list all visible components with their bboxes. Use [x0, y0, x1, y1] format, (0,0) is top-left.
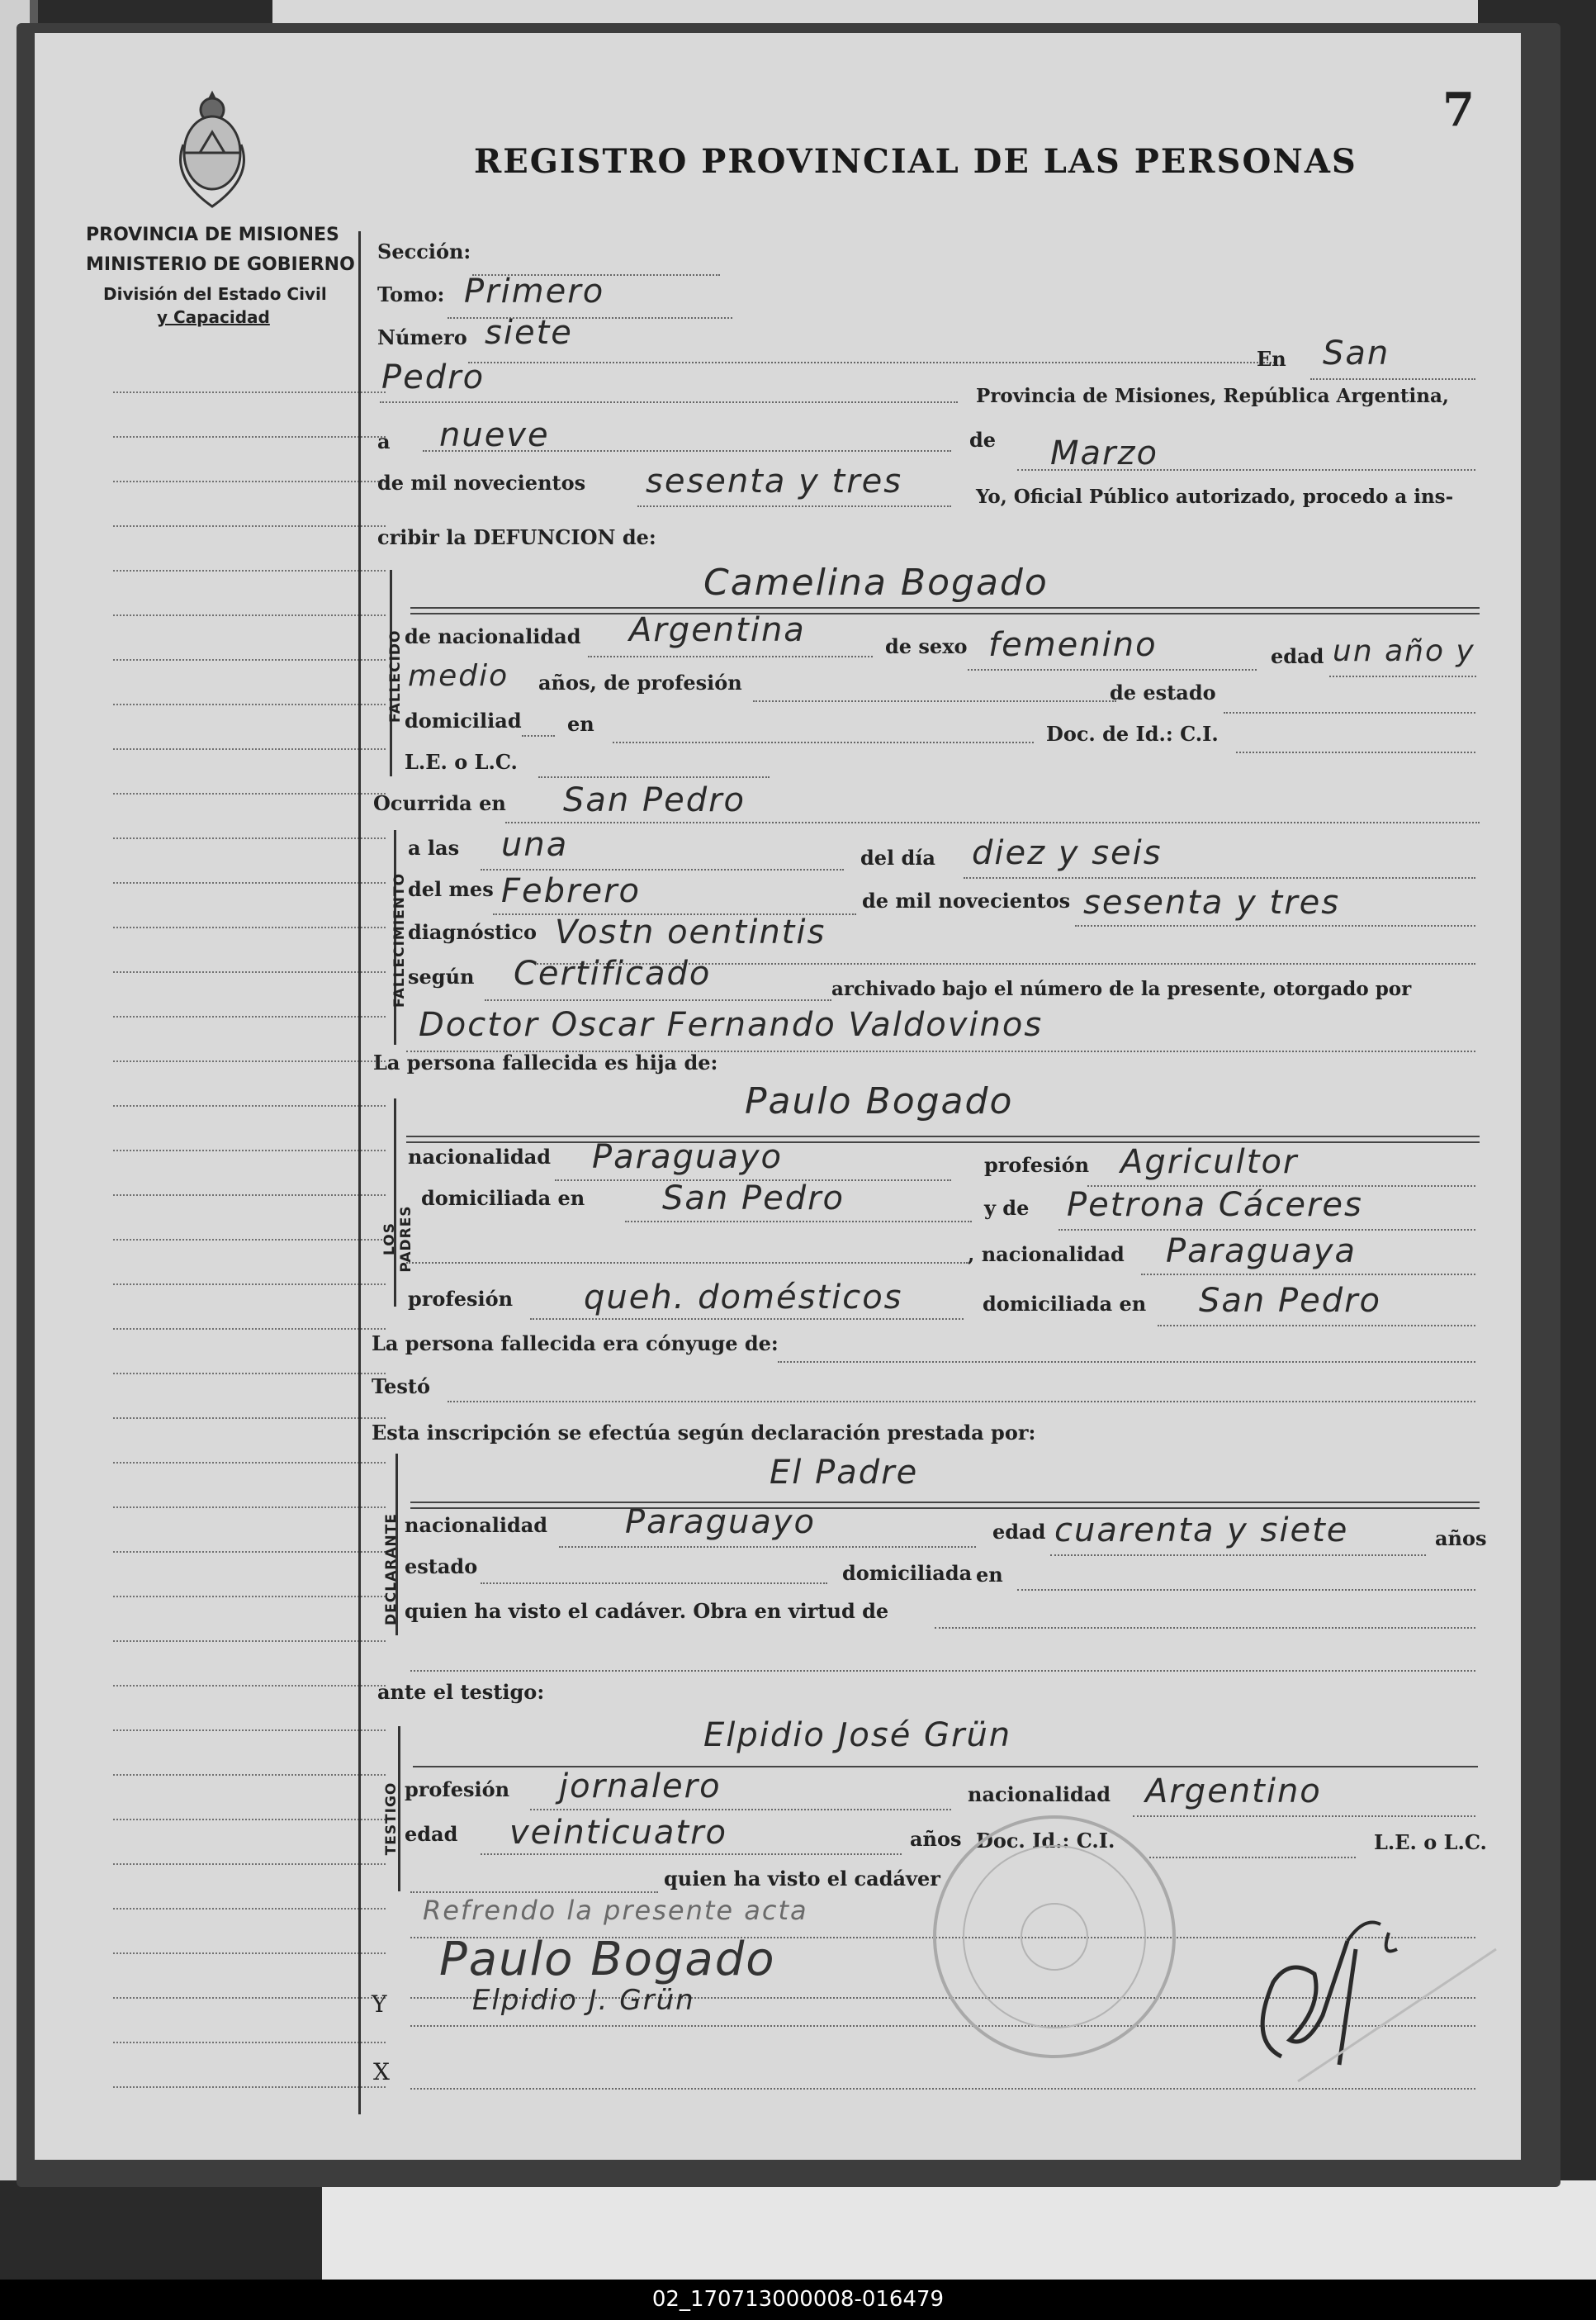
page-number: 7 [1442, 83, 1475, 137]
padres-nacionalidad2-label: , nacionalidad [968, 1242, 1125, 1266]
testigo-quien-label: quien ha visto el cadáver [664, 1867, 940, 1891]
signature-x2-label: X [373, 2058, 390, 2085]
declarante-section-label: DECLARANTE [383, 1513, 400, 1625]
declarante-quien-label: quien ha visto el cadáver. Obra en virtud de [405, 1599, 889, 1623]
fallecido-edad-value: un año y [1333, 634, 1475, 668]
testigo-nacionalidad-value: Argentino [1145, 1772, 1322, 1810]
numero-label: Número [377, 325, 467, 349]
coat-of-arms-icon [167, 87, 258, 214]
testigo-edad-label: edad [405, 1822, 458, 1846]
fallecido-en-label: en [567, 712, 594, 736]
en-label: En [1257, 347, 1286, 371]
declarante-estado-label: estado [405, 1554, 478, 1578]
anio-value: sesenta y tres [1083, 884, 1341, 922]
padres-profesion2-label: profesión [408, 1287, 514, 1311]
testigo-le-label: L.E. o L.C. [1374, 1830, 1487, 1854]
footer-id-bar [0, 2280, 1596, 2320]
otorgado-value: Doctor Oscar Fernando Valdovinos [419, 1006, 1044, 1044]
fallecido-estado-label: de estado [1110, 681, 1216, 705]
dia-label: del día [860, 846, 935, 870]
background-sheet-bottom [322, 2180, 1596, 2280]
madre-value: Petrona Cáceres [1067, 1186, 1363, 1224]
padre-value: Paulo Bogado [745, 1080, 1014, 1122]
testigo-edad-value: veinticuatro [509, 1814, 727, 1852]
padres-intro: La persona fallecida es hija de: [373, 1051, 718, 1075]
a-las-label: a las [408, 836, 460, 860]
oficial-text: Yo, Oficial Público autorizado, procedo a ins- [976, 486, 1454, 508]
year-value: sesenta y tres [646, 463, 903, 501]
footer-id-text: 02_170713000008-016479 [651, 2287, 945, 2312]
testigo-section-label: TESTIGO [383, 1782, 400, 1856]
diagnostico-label: diagnóstico [408, 920, 538, 944]
official-signature-icon [1232, 1891, 1504, 2109]
fallecido-section-label: FALLECIDO [387, 629, 404, 723]
padres-nacionalidad-value: Paraguayo [592, 1138, 783, 1176]
fallecimiento-section-label: FALLECIMIENTO [391, 872, 408, 1008]
page-title: REGISTRO PROVINCIAL DE LAS PERSONAS [474, 142, 1357, 181]
testigo-nacionalidad-label: nacionalidad [968, 1782, 1111, 1806]
fallecido-anos-label: años, de profesión [538, 671, 742, 695]
testo-label: Testó [372, 1374, 430, 1398]
year-label: de mil novecientos [377, 471, 586, 495]
numero-value: siete [485, 314, 573, 352]
ocurrida-value: San Pedro [563, 781, 746, 819]
ocurrida-label: Ocurrida en [373, 791, 506, 815]
fallecido-name: Camelina Bogado [703, 562, 1049, 604]
province-text: Provincia de Misiones, República Argentina, [976, 385, 1449, 407]
de-label: de [969, 428, 997, 452]
declarante-domiciliada-label: domiciliada [842, 1561, 973, 1585]
testigo-doc-label: Doc. Id.: C.I. [976, 1829, 1115, 1853]
month-value: Marzo [1050, 434, 1158, 472]
testigo-profesion-value: jornalero [559, 1767, 722, 1805]
testigo-intro: ante el testigo: [377, 1680, 545, 1704]
testigo-profesion-label: profesión [405, 1777, 510, 1801]
oficial-text-2: cribir la DEFUNCION de: [377, 525, 656, 549]
fallecido-doc-label: Doc. de Id.: C.I. [1046, 722, 1219, 746]
segun-value: Certificado [514, 955, 712, 993]
en-value: San [1323, 334, 1390, 372]
dia-value: diez y seis [972, 834, 1163, 872]
padres-domiciliada2-value: San Pedro [1199, 1282, 1382, 1320]
padres-profesion-label: profesión [984, 1153, 1090, 1177]
main-divider [358, 231, 361, 2114]
tomo-value: Primero [464, 273, 605, 311]
agency-line-1: PROVINCIA DE MISIONES [86, 225, 339, 245]
padres-domiciliada-label: domiciliada en [421, 1186, 585, 1210]
place-value: Pedro [381, 358, 485, 396]
declarante-en-label: en [976, 1563, 1003, 1587]
day-value: nueve [439, 416, 550, 454]
agency-line-3: División del Estado Civil [103, 284, 327, 304]
fallecido-sexo-value: femenino [988, 626, 1158, 664]
a-las-value: una [501, 826, 569, 864]
padres-section-label: LOS PADRES [381, 1205, 414, 1273]
declarante-anos-label: años [1435, 1526, 1487, 1550]
padres-domiciliada-value: San Pedro [662, 1179, 845, 1217]
fallecido-domiciliado-label: domiciliad [405, 709, 522, 733]
padres-profesion2-value: queh. domésticos [584, 1279, 903, 1317]
testigo-name: Elpidio José Grün [703, 1716, 1012, 1754]
archivado-text: archivado bajo el número de la presente, otorgado por [831, 978, 1412, 1000]
fallecido-edad-value-2: medio [408, 659, 509, 693]
padres-nacionalidad2-value: Paraguaya [1166, 1232, 1357, 1270]
declarante-name: El Padre [770, 1454, 919, 1492]
padres-profesion-value: Agricultor [1120, 1143, 1299, 1181]
signature-2: Elpidio J. Grün [472, 1984, 695, 2017]
mes-label: del mes [408, 877, 494, 901]
a-label: a [377, 429, 391, 453]
fallecido-nacionalidad-value: Argentina [629, 611, 806, 649]
declarante-nacionalidad-value: Paraguayo [625, 1503, 816, 1541]
fallecido-edad-label: edad [1271, 644, 1324, 668]
refrendo-note: Refrendo la presente acta [423, 1895, 808, 1926]
declaracion-label: Esta inscripción se efectúa según declaración prestada por: [372, 1421, 1036, 1445]
conyuge-label: La persona fallecida era cónyuge de: [372, 1331, 779, 1355]
fallecido-sexo-label: de sexo [885, 634, 968, 658]
padres-domiciliada2-label: domiciliada en [983, 1292, 1147, 1316]
declarante-nacionalidad-label: nacionalidad [405, 1513, 548, 1537]
diagnostico-value: Vostn oentintis [555, 913, 826, 951]
certificate-page [35, 33, 1521, 2160]
anio-label: de mil novecientos [862, 889, 1071, 913]
seccion-label: Sección: [377, 240, 471, 263]
signature-1: Paulo Bogado [439, 1933, 776, 1986]
agency-line-2: MINISTERIO DE GOBIERNO [86, 254, 355, 275]
tomo-label: Tomo: [377, 282, 445, 306]
segun-label: según [408, 965, 475, 989]
signature-x1-label: Y [372, 1990, 387, 2018]
mes-value: Febrero [501, 872, 641, 910]
agency-line-4: y Capacidad [157, 307, 270, 327]
official-stamp-icon [926, 1809, 1182, 2068]
padres-y-de-label: y de [984, 1196, 1030, 1220]
fallecido-nacionalidad-label: de nacionalidad [405, 624, 581, 648]
testigo-anos-label: años [910, 1827, 962, 1851]
declarante-edad-value: cuarenta y siete [1054, 1511, 1349, 1549]
padres-nacionalidad-label: nacionalidad [408, 1145, 552, 1169]
fallecido-le-label: L.E. o L.C. [405, 750, 518, 774]
declarante-edad-label: edad [992, 1520, 1046, 1544]
